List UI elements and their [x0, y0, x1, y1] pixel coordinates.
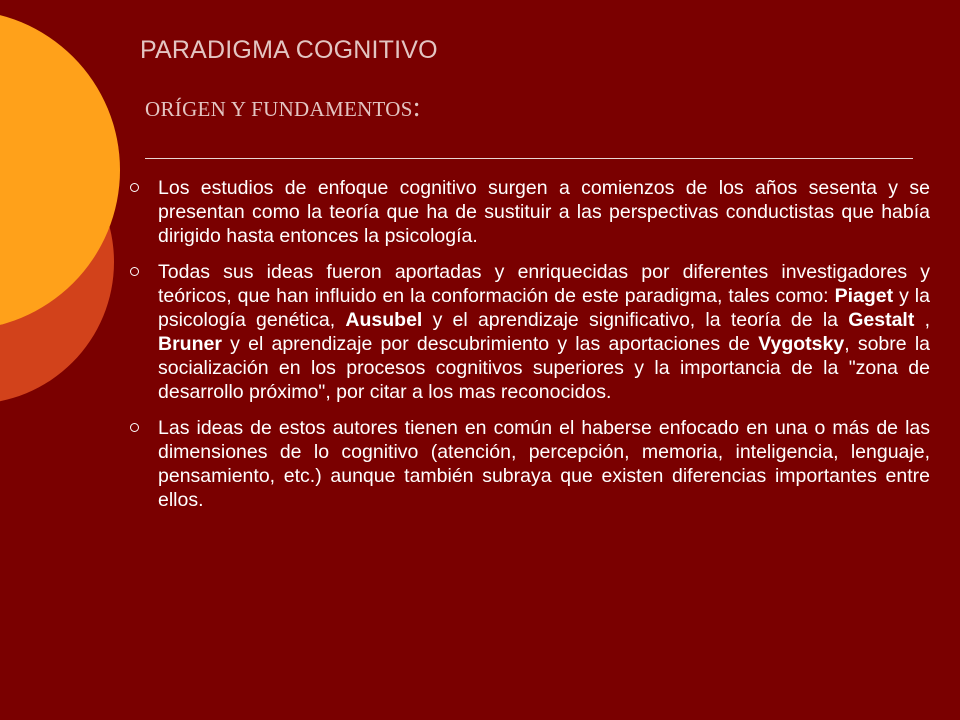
name-vygotsky: Vygotsky: [758, 333, 845, 355]
bullet-text-2-part-6: , sobre la socialización en los procesos cognitivos superiores y la importancia de la "zona de desarrollo próximo", por citar a los mas reconocidos.: [158, 333, 930, 403]
bullet-text-2-part-4: ,: [914, 309, 930, 331]
bullet-text-2-part-3: y el aprendizaje significativo, la teoría de la: [422, 309, 849, 331]
bullet-item-2: [130, 260, 930, 404]
bullet-text-2: [158, 261, 930, 403]
bullet-item-1: [130, 176, 930, 248]
bullet-text-2-part-1: Todas sus ideas fueron aportadas y enriquecidas por diferentes investigadores y teóricos, que han influido en la conformación de este paradigma, tales como:: [158, 261, 930, 307]
slide-title: PARADIGMA COGNITIVO: [140, 36, 438, 64]
subtitle-colon: :: [412, 92, 421, 123]
hollow-circle-bullet-icon: [130, 423, 139, 432]
name-bruner: Bruner: [158, 333, 222, 355]
name-ausubel: Ausubel: [345, 309, 423, 331]
name-gestalt: Gestalt: [848, 309, 915, 331]
bullet-text-2-part-5: y el aprendizaje por descubrimiento y las aportaciones de: [221, 333, 759, 355]
bullet-text-1: Los estudios de enfoque cognitivo surgen a comienzos de los años sesenta y se presentan como la teoría que ha de sustituir a las perspectivas conductistas que había dirigido hasta entonces la psicología.: [158, 177, 930, 247]
hollow-circle-bullet-icon: [130, 183, 139, 192]
bullet-list: [130, 176, 930, 524]
title-divider: [145, 158, 913, 159]
bullet-text-2-part-2: y la psicología genética,: [158, 285, 930, 331]
bullet-text-3: Las ideas de estos autores tienen en común el haberse enfocado en una o más de las dimensiones de lo cognitivo (atención, percepción, memoria, inteligencia, lenguaje, pensamiento, etc.) aunque también subraya que existen diferencias importantes entre ellos.: [158, 417, 930, 511]
bullet-item-3: [130, 416, 930, 512]
name-piaget: Piaget: [834, 285, 894, 307]
hollow-circle-bullet-icon: [130, 267, 139, 276]
slide-subtitle: [145, 92, 421, 124]
subtitle-text: ORÍGEN Y FUNDAMENTOS: [145, 97, 413, 121]
